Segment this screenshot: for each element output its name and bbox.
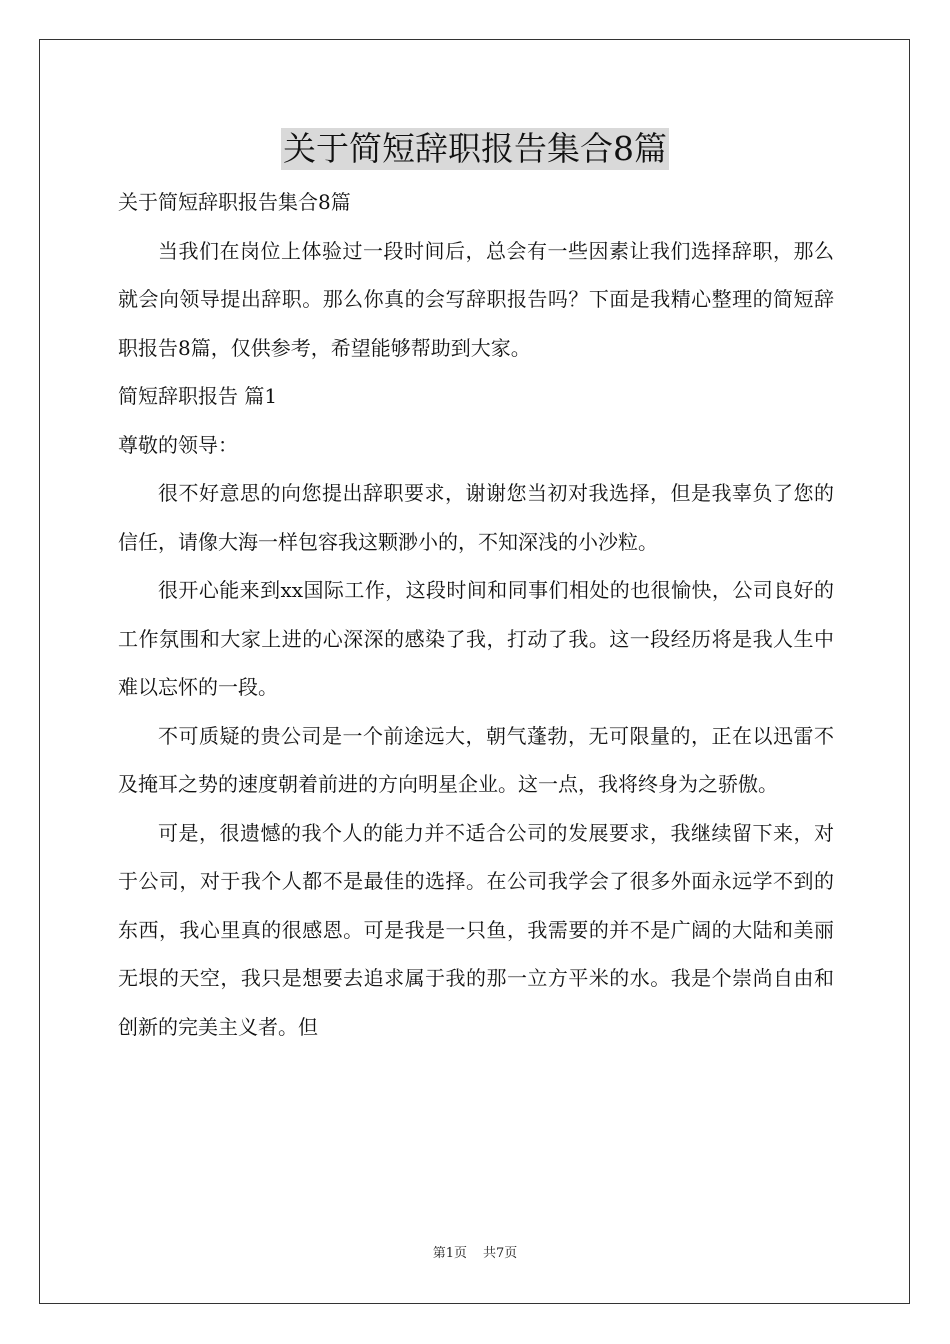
- document-title: 关于简短辞职报告集合8篇: [283, 129, 667, 168]
- document-body: [118, 178, 834, 1051]
- paragraph: 不可质疑的贵公司是一个前途远大，朝气蓬勃，无可限量的，正在以迅雷不及掩耳之势的速度朝着前进的方向明星企业。这一点，我将终身为之骄傲。: [118, 723, 834, 796]
- paragraph: 可是，很遗憾的我个人的能力并不适合公司的发展要求，我继续留下来，对于公司，对于我个人都不是最佳的选择。在公司我学会了很多外面永远学不到的东西，我心里真的很感恩。可是我是一只鱼，我需要的并不是广阔的大陆和美丽无垠的天空，我只是想要去追求属于我的那一立方平米的水。我是个崇尚自由和创新的完美主义者。但: [118, 820, 834, 1039]
- section-heading: 简短辞职报告 篇1: [118, 384, 278, 408]
- page-footer: [0, 1246, 950, 1262]
- salutation: 尊敬的领导：: [118, 432, 238, 457]
- title-container: [0, 128, 950, 170]
- paragraph: 当我们在岗位上体验过一段时间后，总会有一些因素让我们选择辞职，那么就会向领导提出辞职。那么你真的会写辞职报告吗？下面是我精心整理的简短辞职报告8篇，仅供参考，希望能够帮助到大家。: [118, 238, 834, 360]
- paragraph: 很开心能来到xx国际工作，这段时间和同事们相处的也很愉快，公司良好的工作氛围和大家上进的心深深的感染了我，打动了我。这一段经历将是我人生中难以忘怀的一段。: [118, 578, 834, 699]
- page-total: 共7页: [483, 1246, 518, 1261]
- paragraph: 很不好意思的向您提出辞职要求，谢谢您当初对我选择，但是我辜负了您的信任，请像大海一样包容我这颗渺小的，不知深浅的小沙粒。: [118, 481, 834, 554]
- page-number: 第1页: [432, 1246, 467, 1261]
- paragraph: 关于简短辞职报告集合8篇: [118, 190, 351, 214]
